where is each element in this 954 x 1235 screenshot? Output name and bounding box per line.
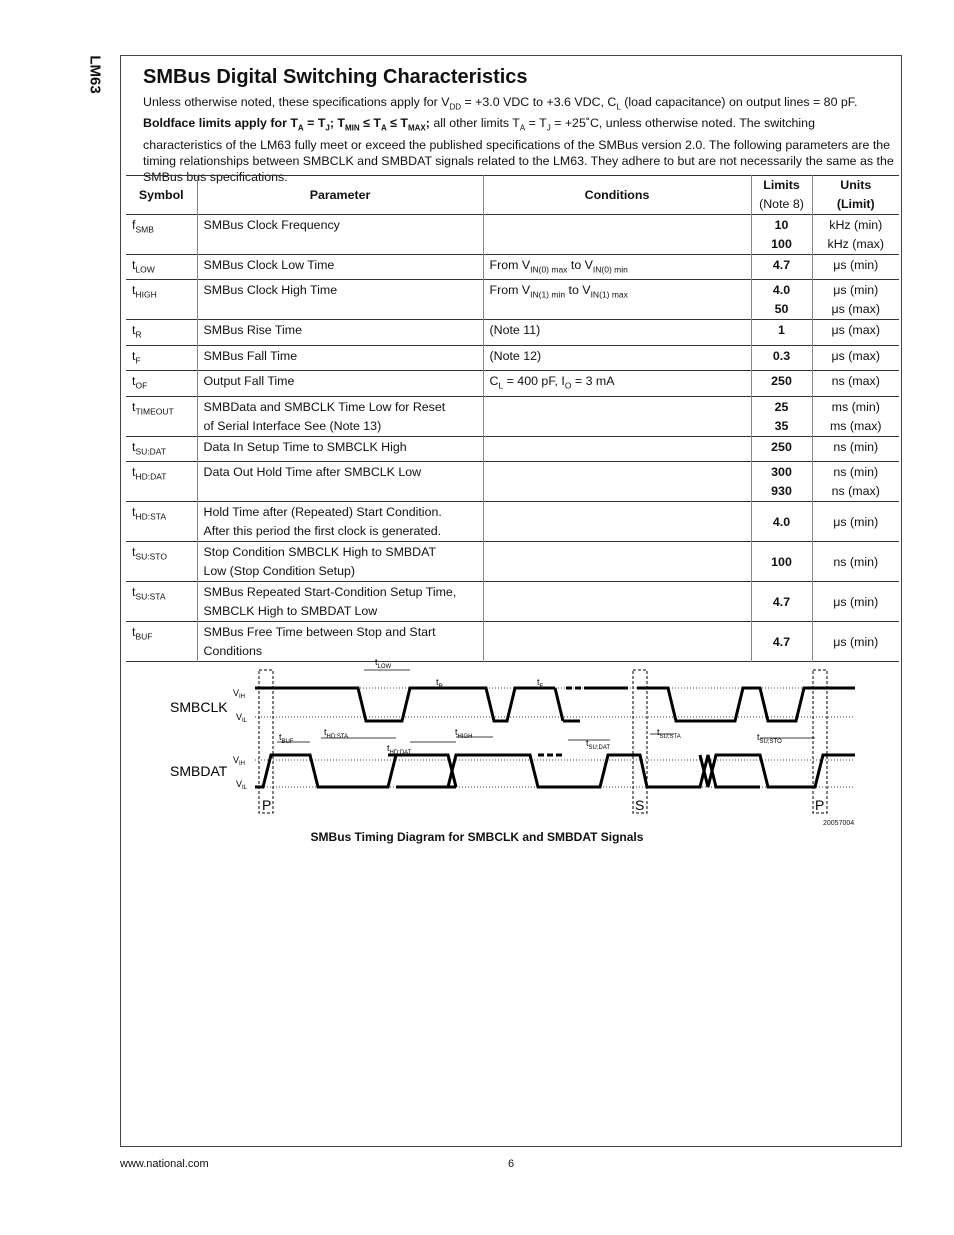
conditions-cell bbox=[483, 462, 751, 502]
limits-cell: 4.7 bbox=[751, 622, 812, 662]
symbol-cell: $t_R$ bbox=[126, 320, 197, 345]
vih-label-dat: $V_{IH}$ bbox=[233, 755, 246, 767]
figure-caption: SMBus Timing Diagram for SMBCLK and SMBDAT Signals bbox=[310, 830, 644, 844]
stop-marker: P bbox=[262, 797, 272, 813]
limits-cell: 250 bbox=[751, 371, 812, 396]
header-symbol: Symbol bbox=[126, 176, 197, 215]
stop-marker-2: P bbox=[815, 797, 825, 813]
header-units: Units (Limit) bbox=[812, 176, 899, 215]
table-row bbox=[126, 215, 899, 255]
parameter-cell: SMBus Rise Time bbox=[197, 320, 483, 345]
limits-cell: 1 bbox=[751, 320, 812, 345]
conditions-cell bbox=[483, 542, 751, 582]
smbclk-label: SMBCLK bbox=[170, 699, 228, 715]
side-label-text: LM63 bbox=[86, 55, 104, 94]
conditions-cell: (Note 11) bbox=[483, 320, 751, 345]
symbol-cell: $t_{OF}$ bbox=[126, 371, 197, 396]
conditions-cell bbox=[483, 396, 751, 436]
units-cell: μs (max) bbox=[812, 345, 899, 370]
parameter-cell: SMBus Free Time between Stop and Start Conditions bbox=[197, 622, 483, 662]
footer-url[interactable]: www.national.com bbox=[120, 1158, 209, 1170]
parameter-cell: SMBus Clock Low Time bbox=[197, 255, 483, 280]
symbol-cell: $t_F$ bbox=[126, 345, 197, 370]
parameter-cell: SMBus Clock High Time bbox=[197, 280, 483, 320]
conditions-cell: From $V_{IN(0) max}$ to $V_{IN(0) min}$ bbox=[483, 255, 751, 280]
conditions-cell bbox=[483, 502, 751, 542]
figure-number: 20057004 bbox=[823, 820, 855, 827]
parameter-cell: Output Fall Time bbox=[197, 371, 483, 396]
table-row bbox=[126, 396, 899, 436]
timing-label-buf: $t_{BUF}$ bbox=[279, 732, 294, 745]
timing-label-f: $t_F$ bbox=[537, 677, 544, 690]
side-label bbox=[86, 52, 112, 100]
conditions-cell: From $V_{IN(1) min}$ to $V_{IN(1) max}$ bbox=[483, 280, 751, 320]
units-cell: kHz (min) kHz (max) bbox=[812, 215, 899, 255]
parameter-cell: Hold Time after (Repeated) Start Condition. After this period the first clock is generated. bbox=[197, 502, 483, 542]
limits-cell: 4.0 bbox=[751, 502, 812, 542]
units-cell: ms (min) ms (max) bbox=[812, 396, 899, 436]
header-parameter: Parameter bbox=[197, 176, 483, 215]
units-cell: ns (min) ns (max) bbox=[812, 462, 899, 502]
timing-label-r: $t_R$ bbox=[436, 677, 443, 690]
timing-label-high: $t_{HIGH}$ bbox=[455, 727, 473, 740]
units-cell: ns (min) bbox=[812, 542, 899, 582]
timing-label-su-sto: $t_{SU;STO}$ bbox=[757, 732, 782, 745]
limits-cell: 250 bbox=[751, 436, 812, 461]
header-limits: Limits (Note 8) bbox=[751, 176, 812, 215]
vih-label-clk: $V_{IH}$ bbox=[233, 688, 246, 700]
units-cell: μs (max) bbox=[812, 320, 899, 345]
page-number: 6 bbox=[508, 1158, 515, 1170]
symbol-cell: $t_{HD:DAT}$ bbox=[126, 462, 197, 502]
units-cell: μs (min) bbox=[812, 622, 899, 662]
table-row bbox=[126, 255, 899, 280]
table-row bbox=[126, 542, 899, 582]
table-header-row bbox=[126, 176, 899, 215]
limits-cell: 0.3 bbox=[751, 345, 812, 370]
section-title: SMBus Digital Switching Characteristics bbox=[143, 66, 528, 88]
symbol-cell: $t_{LOW}$ bbox=[126, 255, 197, 280]
units-cell: μs (min) bbox=[812, 255, 899, 280]
table-row bbox=[126, 436, 899, 461]
parameter-cell: SMBus Repeated Start-Condition Setup Time, SMBCLK High to SMBDAT Low bbox=[197, 582, 483, 622]
limits-cell: 10 100 bbox=[751, 215, 812, 255]
vil-label-clk: $V_{IL}$ bbox=[236, 712, 248, 724]
conditions-cell: $C_L = 400$ pF, $I_O = 3$ mA bbox=[483, 371, 751, 396]
symbol-cell: $t_{TIMEOUT}$ bbox=[126, 396, 197, 436]
table-row bbox=[126, 462, 899, 502]
symbol-cell: $f_{SMB}$ bbox=[126, 215, 197, 255]
units-cell: μs (min) bbox=[812, 502, 899, 542]
intro-paragraph: Unless otherwise noted, these specifications apply for $V_{DD} = +3.0$ VDC to +3.6 VDC, $C_L$ (load capacitance) on output lines = 80 pF. Boldface limits apply for $T_A = T_J$; $T_{MIN} \le T_A \le T_{MAX}$; all other limits $T_A = T_J$ = +25˚C, unless otherwise noted. The switching characteristics of the LM63 fully meet or exceed the published specifications of the SMBus version 2.0. The following parameters are the timing relationships between SMBCLK and SMBDAT signals related to the LM63. They adhere to but are not necessarily the same as the SMBus bus specifications. bbox=[143, 95, 894, 184]
conditions-cell bbox=[483, 582, 751, 622]
conditions-cell bbox=[483, 436, 751, 461]
table-row bbox=[126, 345, 899, 370]
table-row bbox=[126, 502, 899, 542]
start-marker: S bbox=[635, 797, 645, 813]
header-conditions: Conditions bbox=[483, 176, 751, 215]
limits-cell: 25 35 bbox=[751, 396, 812, 436]
switching-characteristics-table bbox=[126, 175, 899, 662]
timing-label-su-dat: $t_{SU;DAT}$ bbox=[586, 738, 611, 751]
smbdat-label: SMBDAT bbox=[170, 763, 228, 779]
smbus-timing-diagram bbox=[160, 650, 860, 830]
limits-cell: 100 bbox=[751, 542, 812, 582]
timing-label-hd-dat: $t_{HD;DAT}$ bbox=[387, 743, 412, 756]
table-row bbox=[126, 582, 899, 622]
limits-cell: 4.0 50 bbox=[751, 280, 812, 320]
units-cell: ns (min) bbox=[812, 436, 899, 461]
units-cell: ns (max) bbox=[812, 371, 899, 396]
parameter-cell: SMBus Clock Frequency bbox=[197, 215, 483, 255]
parameter-cell: SMBus Fall Time bbox=[197, 345, 483, 370]
limits-cell: 4.7 bbox=[751, 255, 812, 280]
parameter-cell: SMBData and SMBCLK Time Low for Reset of Serial Interface See (Note 13) bbox=[197, 396, 483, 436]
limits-cell: 4.7 bbox=[751, 582, 812, 622]
units-cell: μs (min) bbox=[812, 582, 899, 622]
timing-label-low: $t_{LOW}$ bbox=[375, 657, 392, 670]
symbol-cell: $t_{SU:STO}$ bbox=[126, 542, 197, 582]
symbol-cell: $t_{SU:DAT}$ bbox=[126, 436, 197, 461]
timing-label-hd-sta: $t_{HD;STA}$ bbox=[324, 727, 349, 740]
symbol-cell: $t_{BUF}$ bbox=[126, 622, 197, 662]
conditions-cell: (Note 12) bbox=[483, 345, 751, 370]
timing-label-su-sta: $t_{SU;STA}$ bbox=[657, 727, 681, 740]
table-row bbox=[126, 371, 899, 396]
parameter-cell: Data In Setup Time to SMBCLK High bbox=[197, 436, 483, 461]
symbol-cell: $t_{SU:STA}$ bbox=[126, 582, 197, 622]
limits-cell: 300 930 bbox=[751, 462, 812, 502]
conditions-cell bbox=[483, 215, 751, 255]
table-row bbox=[126, 320, 899, 345]
table-row bbox=[126, 280, 899, 320]
symbol-cell: $t_{HIGH}$ bbox=[126, 280, 197, 320]
units-cell: μs (min) μs (max) bbox=[812, 280, 899, 320]
symbol-cell: $t_{HD:STA}$ bbox=[126, 502, 197, 542]
parameter-cell: Stop Condition SMBCLK High to SMBDAT Low (Stop Condition Setup) bbox=[197, 542, 483, 582]
parameter-cell: Data Out Hold Time after SMBCLK Low bbox=[197, 462, 483, 502]
vil-label-dat: $V_{IL}$ bbox=[236, 779, 248, 791]
